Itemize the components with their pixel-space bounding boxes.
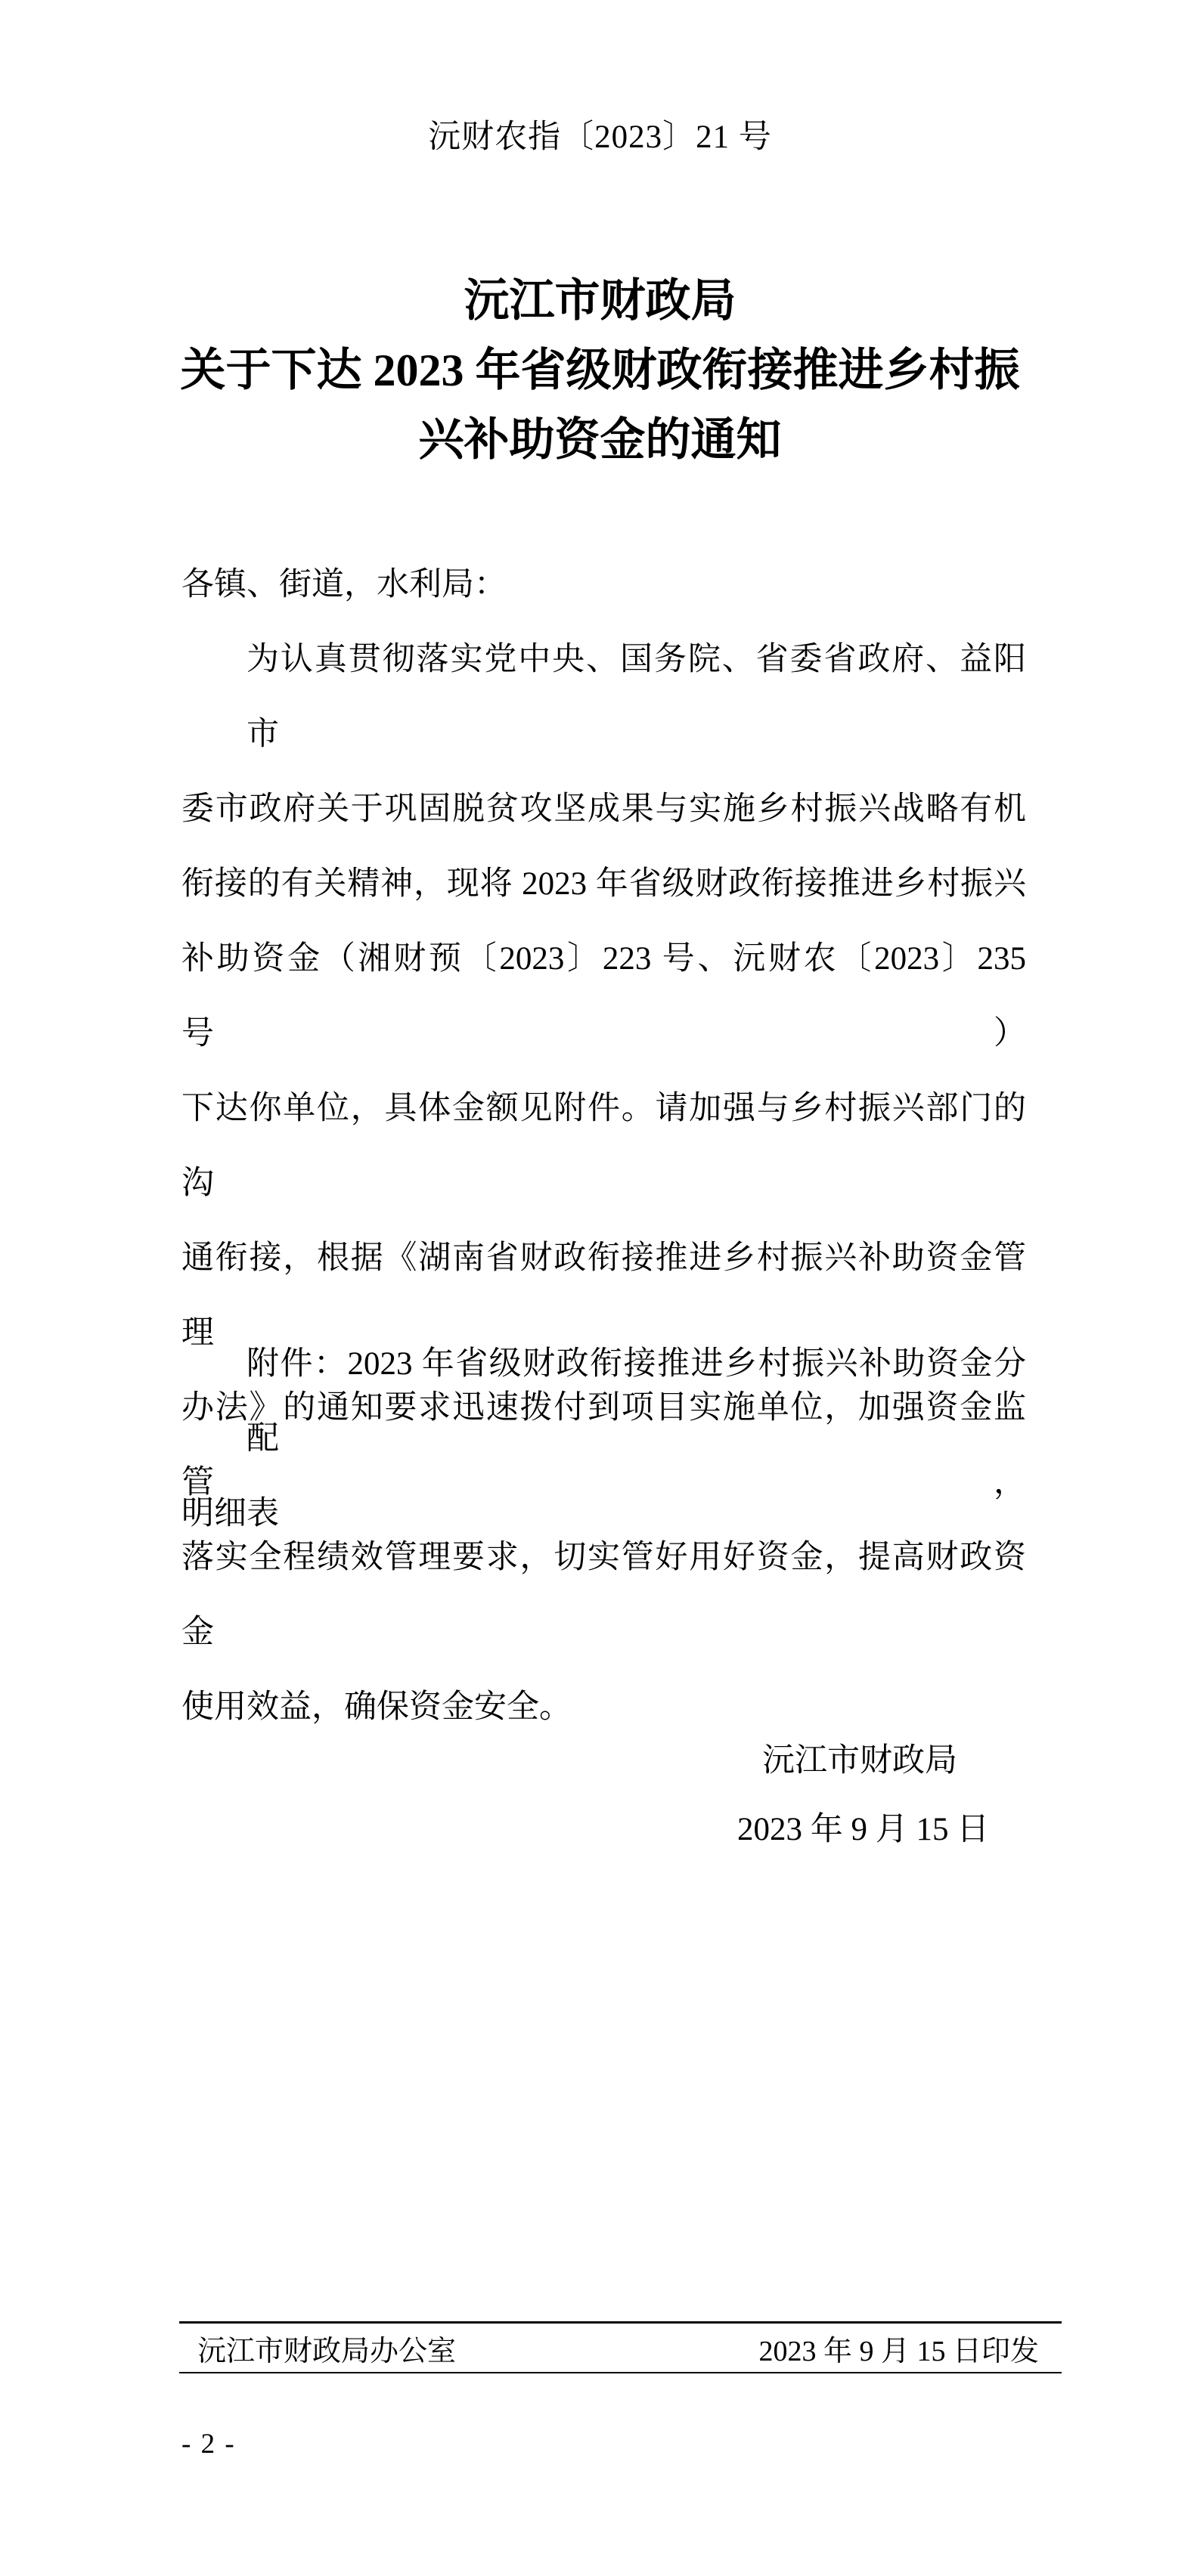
body-line-4: 补助资金（湘财预〔2023〕223 号、沅财农〔2023〕235 号） bbox=[181, 941, 1026, 1051]
page-number: - 2 - bbox=[181, 2429, 236, 2460]
body-line-8: 落实全程绩效管理要求，切实管好用好资金，提高财政资金 bbox=[181, 1540, 1026, 1650]
body-line-2: 委市政府关于巩固脱贫攻坚成果与实施乡村振兴战略有机 bbox=[181, 791, 1026, 827]
salutation: 各镇、街道，水利局： bbox=[181, 567, 507, 602]
body-line-1: 为认真贯彻落实党中央、国务院、省委省政府、益阳市 bbox=[247, 642, 1026, 752]
body-line-9: 使用效益，确保资金安全。 bbox=[181, 1689, 572, 1725]
signature-org: 沅江市财政局 bbox=[762, 1743, 957, 1779]
title-line-2: 关于下达 2023 年省级财政衔接推进乡村振 bbox=[180, 345, 1020, 395]
footer-office: 沅江市财政局办公室 bbox=[197, 2335, 457, 2367]
title-line-3: 兴补助资金的通知 bbox=[418, 415, 782, 465]
body-line-7: 办法》的通知要求迅速拨付到项目实施单位，加强资金监管， bbox=[181, 1390, 1026, 1500]
body-line-6: 通衔接，根据《湖南省财政衔接推进乡村振兴补助资金管理 bbox=[181, 1240, 1026, 1351]
document-title bbox=[87, 266, 1113, 475]
attachment-line-2: 明细表 bbox=[181, 1496, 279, 1531]
footer-print-date: 2023 年 9 月 15 日印发 bbox=[758, 2335, 1039, 2367]
title-line-1: 沅江市财政局 bbox=[464, 276, 736, 326]
doc-number: 沅财农指〔2023〕21 号 bbox=[428, 119, 772, 155]
attachment-note bbox=[181, 1327, 1026, 1551]
document-body bbox=[181, 547, 1026, 1745]
body-line-3: 衔接的有关精神，现将 2023 年省级财政衔接推进乡村振兴 bbox=[181, 866, 1026, 902]
footer bbox=[179, 2321, 1062, 2373]
body-line-5: 下达你单位，具体金额见附件。请加强与乡村振兴部门的沟 bbox=[181, 1091, 1026, 1201]
attachment-line-1: 附件：2023 年省级财政衔接推进乡村振兴补助资金分配 bbox=[247, 1346, 1026, 1457]
footer-row bbox=[179, 2324, 1062, 2372]
signature-date: 2023 年 9 月 15 日 bbox=[737, 1812, 990, 1847]
